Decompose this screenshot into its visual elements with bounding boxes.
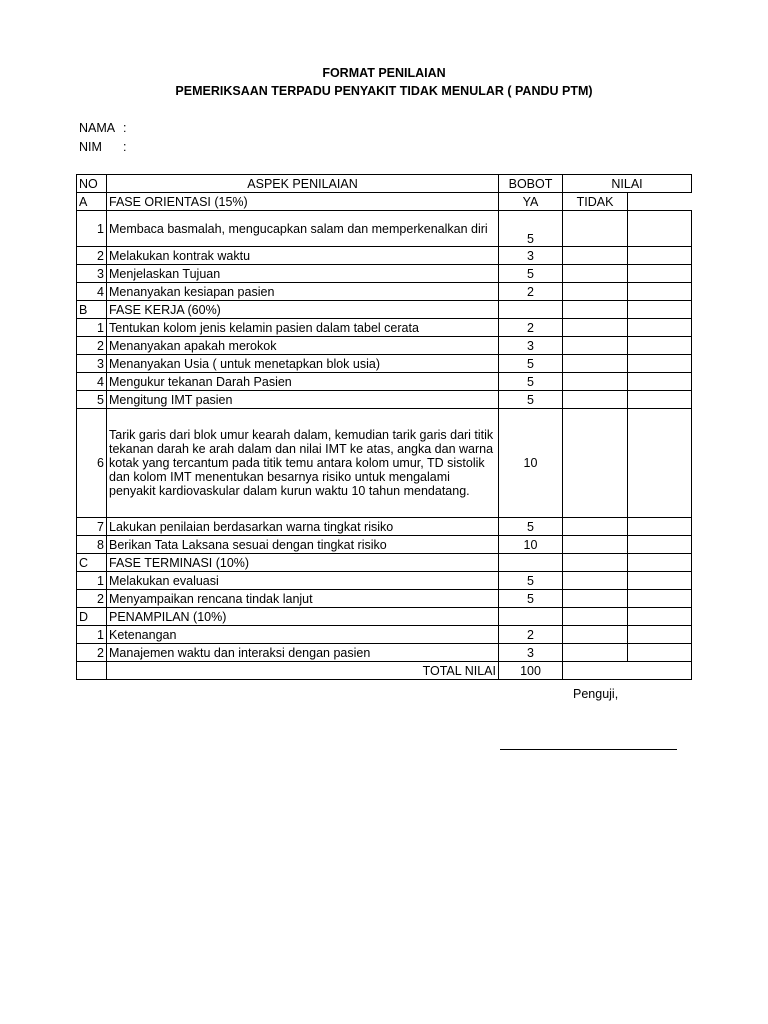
nilai-ya-cell[interactable]: [563, 409, 628, 518]
aspect-text: Lakukan penilaian berdasarkan warna tingkat risiko: [107, 518, 499, 536]
nim-separator: :: [123, 140, 127, 154]
table-row: [77, 554, 692, 572]
table-row: [77, 536, 692, 554]
row-number: 3: [77, 355, 107, 373]
nilai-ya-cell[interactable]: [563, 283, 628, 301]
aspect-text: Manajemen waktu dan interaksi dengan pasien: [107, 644, 499, 662]
table-header-row: [77, 175, 692, 193]
nilai-tidak-cell[interactable]: [628, 319, 692, 337]
header-ya: YA: [499, 193, 563, 211]
table-row: [77, 247, 692, 265]
nilai-ya-cell[interactable]: [563, 518, 628, 536]
nilai-tidak-cell[interactable]: [628, 265, 692, 283]
nilai-ya-cell[interactable]: [563, 590, 628, 608]
nilai-ya-cell[interactable]: [563, 572, 628, 590]
nilai-ya-cell[interactable]: [563, 337, 628, 355]
document-title: FORMAT PENILAIAN: [322, 66, 446, 80]
aspect-text: Menyampaikan rencana tindak lanjut: [107, 590, 499, 608]
row-number: 2: [77, 590, 107, 608]
row-number: 1: [77, 211, 107, 247]
table-row: [77, 193, 692, 211]
aspect-text: Mengitung IMT pasien: [107, 391, 499, 409]
penguji-label: Penguji,: [573, 687, 619, 701]
document-subtitle: PEMERIKSAAN TERPADU PENYAKIT TIDAK MENULAR ( PANDU PTM): [175, 84, 593, 98]
table-row: [77, 283, 692, 301]
table-row: [77, 337, 692, 355]
aspect-text: Ketenangan: [107, 626, 499, 644]
aspect-text: Membaca basmalah, mengucapkan salam dan memperkenalkan diri: [107, 211, 499, 247]
bobot-value: 5: [499, 590, 563, 608]
row-number: 1: [77, 626, 107, 644]
aspect-text: Mengukur tekanan Darah Pasien: [107, 373, 499, 391]
row-number: 4: [77, 283, 107, 301]
table-body: [77, 193, 692, 680]
nilai-tidak-cell[interactable]: [628, 373, 692, 391]
total-nilai-cell: [563, 662, 692, 680]
aspect-text: Menanyakan apakah merokok: [107, 337, 499, 355]
nilai-tidak-cell[interactable]: [628, 536, 692, 554]
row-number: 8: [77, 536, 107, 554]
header-tidak: TIDAK: [563, 193, 628, 211]
nilai-tidak-cell[interactable]: [628, 626, 692, 644]
nilai-ya-cell[interactable]: [563, 608, 628, 626]
table-row: [77, 409, 692, 518]
bobot-value: 5: [499, 373, 563, 391]
bobot-value: 3: [499, 337, 563, 355]
table-row: [77, 608, 692, 626]
table-row: [77, 572, 692, 590]
table-row: [77, 590, 692, 608]
nama-field: [79, 121, 126, 135]
header-no: NO: [77, 175, 107, 193]
total-label: TOTAL NILAI: [107, 662, 499, 680]
aspect-text: Menanyakan kesiapan pasien: [107, 283, 499, 301]
aspect-text: Melakukan evaluasi: [107, 572, 499, 590]
header-nilai: NILAI: [563, 175, 692, 193]
nilai-tidak-cell[interactable]: [628, 554, 692, 572]
bobot-value: 3: [499, 644, 563, 662]
row-number: 6: [77, 409, 107, 518]
section-title: PENAMPILAN (10%): [107, 608, 499, 626]
row-number: C: [77, 554, 107, 572]
nim-label: NIM: [79, 140, 102, 154]
nilai-ya-cell[interactable]: [563, 536, 628, 554]
signature-line: [500, 749, 677, 750]
bobot-value: 5: [499, 355, 563, 373]
header-bobot: BOBOT: [499, 175, 563, 193]
row-number: 2: [77, 644, 107, 662]
row-number: D: [77, 608, 107, 626]
nilai-ya-cell[interactable]: [563, 265, 628, 283]
nilai-ya-cell[interactable]: [563, 626, 628, 644]
bobot-value: 5: [499, 391, 563, 409]
table-row: [77, 391, 692, 409]
row-number: 4: [77, 373, 107, 391]
nilai-ya-cell[interactable]: [563, 301, 628, 319]
nilai-ya-cell[interactable]: [563, 644, 628, 662]
bobot-value: 3: [499, 247, 563, 265]
nilai-ya-cell[interactable]: [563, 355, 628, 373]
bobot-value: 5: [499, 572, 563, 590]
bobot-value: [499, 608, 563, 626]
nama-separator: :: [123, 121, 127, 135]
aspect-text: Berikan Tata Laksana sesuai dengan tingkat risiko: [107, 536, 499, 554]
bobot-value: 5: [499, 265, 563, 283]
nilai-ya-cell[interactable]: [563, 211, 628, 247]
bobot-value: 5: [499, 518, 563, 536]
nilai-tidak-cell[interactable]: [628, 247, 692, 265]
bobot-value: 5: [499, 211, 563, 247]
nilai-tidak-cell[interactable]: [628, 211, 692, 247]
nilai-ya-cell[interactable]: [563, 554, 628, 572]
nilai-tidak-cell[interactable]: [628, 301, 692, 319]
row-number: 2: [77, 247, 107, 265]
bobot-value: [499, 301, 563, 319]
row-number: 7: [77, 518, 107, 536]
row-number: 2: [77, 337, 107, 355]
row-number: 5: [77, 391, 107, 409]
total-value: 100: [499, 662, 563, 680]
section-title: FASE KERJA (60%): [107, 301, 499, 319]
nilai-tidak-cell[interactable]: [628, 337, 692, 355]
row-number: 3: [77, 265, 107, 283]
aspect-text: Melakukan kontrak waktu: [107, 247, 499, 265]
row-number: B: [77, 301, 107, 319]
table-row: [77, 319, 692, 337]
aspect-text: Tarik garis dari blok umur kearah dalam, kemudian tarik garis dari titik tekanan darah ke arah dalam dan nilai IMT ke atas, angka dan warna kotak yang tercantum pada titik temu antara kolom umur, TD sistolik dan kolom IMT menentukan besarnya risiko untuk mengalami penyakit kardiovaskular dalam kurun waktu 10 tahun mendatang.: [107, 409, 499, 518]
nilai-tidak-cell[interactable]: [628, 391, 692, 409]
row-number: A: [77, 193, 107, 211]
table-row: [77, 518, 692, 536]
nilai-tidak-cell[interactable]: [628, 283, 692, 301]
nilai-ya-cell[interactable]: [563, 391, 628, 409]
header-aspek: ASPEK PENILAIAN: [107, 175, 499, 193]
nilai-tidak-cell[interactable]: [628, 518, 692, 536]
bobot-value: 10: [499, 536, 563, 554]
table-row: [77, 644, 692, 662]
bobot-value: 2: [499, 283, 563, 301]
bobot-value: 2: [499, 626, 563, 644]
row-number: 1: [77, 572, 107, 590]
table-row: [77, 355, 692, 373]
section-title: FASE TERMINASI (10%): [107, 554, 499, 572]
nilai-ya-cell[interactable]: [563, 319, 628, 337]
table-row: [77, 301, 692, 319]
aspect-text: Tentukan kolom jenis kelamin pasien dalam tabel cerata: [107, 319, 499, 337]
table-row: [77, 626, 692, 644]
bobot-value: 2: [499, 319, 563, 337]
table-row: [77, 211, 692, 247]
assessment-table: [76, 174, 692, 680]
nilai-ya-cell[interactable]: [563, 373, 628, 391]
row-number: 1: [77, 319, 107, 337]
aspect-text: Menjelaskan Tujuan: [107, 265, 499, 283]
nilai-tidak-cell[interactable]: [628, 572, 692, 590]
total-row: [77, 662, 692, 680]
section-title: FASE ORIENTASI (15%): [107, 193, 499, 211]
nilai-tidak-cell[interactable]: [628, 644, 692, 662]
nama-label: NAMA: [79, 121, 116, 135]
table-row: [77, 373, 692, 391]
nim-field: [79, 140, 126, 154]
nilai-tidak-cell[interactable]: [628, 608, 692, 626]
nilai-tidak-cell[interactable]: [628, 590, 692, 608]
bobot-value: 10: [499, 409, 563, 518]
aspect-text: Menanyakan Usia ( untuk menetapkan blok usia): [107, 355, 499, 373]
total-empty-cell: [77, 662, 107, 680]
nilai-tidak-cell[interactable]: [628, 355, 692, 373]
bobot-value: [499, 554, 563, 572]
table-row: [77, 265, 692, 283]
nilai-tidak-cell[interactable]: [628, 409, 692, 518]
nilai-ya-cell[interactable]: [563, 247, 628, 265]
